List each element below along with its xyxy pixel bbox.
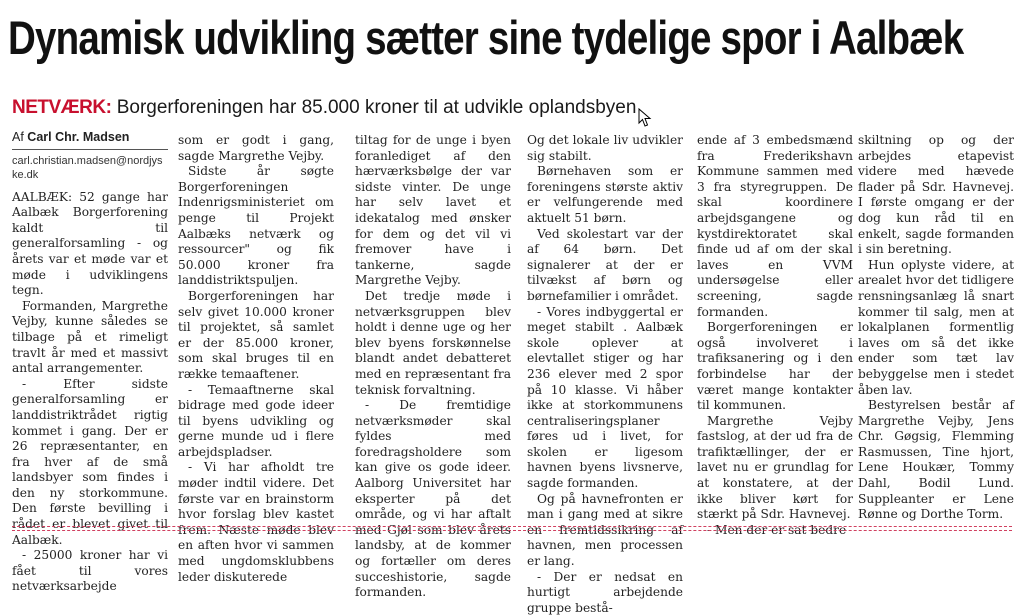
paragraph: Sidste år søgte Borgerforeningen Indenrigsministeriet om penge til Projekt Aalbæks netværk og ressourcer" og fik 50.000 kroner fra landdistriktspuljen.	[178, 164, 334, 288]
paragraph: ende af 3 embedsmænd fra Frederikshavn Kommune sammen med 3 fra styregruppen. De skal koordinere arbejdsgangene og kystdirektoratet skal finde ud af om der skal laves en VVM undersøgelse eller screening, sagde formanden.	[697, 133, 853, 319]
author-name: Carl Chr. Madsen	[27, 130, 130, 144]
article-column-5	[697, 133, 853, 537]
paragraph: tiltag for de unge i byen foranlediget af den hærværksbølge der var sidste vinter. De unge har selv lavet et idekatalog med ønsker for dem og det vil vi fremover have i tankerne, sagde Margrethe Vejby.	[355, 133, 511, 288]
paragraph: Hun oplyste videre, at arealet hvor det tidligere rensningsanlæg lå snart kommer til salg, men at lokalplanen formentlig laves om så det ikke ender som tæt lav bebyggelse men i stedet åben lav.	[858, 257, 1014, 397]
paragraph: Ved skolestart var der af 64 børn. Det signalerer at der er tilvækst af børn og børnefamilier i området.	[527, 226, 683, 303]
paragraph: Og det lokale liv udvikler sig stabilt.	[527, 133, 683, 163]
subheadline	[12, 96, 652, 120]
paragraph: Og på havnefronten er man i gang med at sikre en fremtidssikring af havnen, men processen er lang.	[527, 491, 683, 569]
paragraph: Formanden, Margrethe Vejby, kunne således se tilbage på et rimeligt travlt år med et massivt antal arrangementer.	[12, 298, 168, 376]
paragraph: Det tredje møde i netværksgruppen blev holdt i denne uge og her blev byens forskønnelse blandt andet debatteret med en repræsentant fra teknisk forvaltning.	[355, 288, 511, 397]
article-column-1	[12, 128, 168, 594]
paragraph: Borgerforeningen har selv givet 10.000 kroner til projektet, så samlet er der 85.000 kroner, som skal bruges til en række temaaftener.	[178, 288, 334, 381]
article-column-6	[858, 133, 1014, 525]
paragraph: - Vi har afholdt tre møder indtil videre. Det første var en brainstorm hvor forslag blev kastet frem. Næste møde blev en aften hvor vi sammen med ungdomsklubbens leder diskuterede	[178, 460, 334, 584]
paragraph: - Vores indbyggertal er meget stabilt . Aalbæk skole oplever at elevtallet stiger og har 236 elever med 2 spor på 10 klasse. Vi håber ikke at storkommunens centraliseringsplaner føres ud i livet, for skolen er ligesom havnen byens livsnerve, sagde formanden.	[527, 304, 683, 491]
paragraph: - Temaaftnerne skal bidrage med gode ideer til byens udvikling og gerne munde ud i flere arbejdspladser.	[178, 382, 334, 459]
headline: Dynamisk udvikling sætter sine tydelige spor i Aalbæk	[8, 11, 964, 64]
mouse-pointer-icon	[638, 108, 652, 128]
paragraph: som er godt i gang, sagde Margrethe Vejby.	[178, 133, 334, 163]
article-column-3	[355, 133, 511, 600]
author-email[interactable]: carl.christian.madsen@nordjyske.dk	[12, 154, 163, 181]
paragraph: Bestyrelsen består af Margrethe Vejby, Jens Chr. Gøgsig, Flemming Rasmussen, Tine hjort, Lene Houkær, Tommy Dahl, Bodil Lund. Suppleanter er Lene Rønne og Dorthe Torm.	[858, 398, 1014, 522]
paragraph: - 25000 kroner har vi fået til vores netværksarbejde	[12, 548, 168, 594]
subheadline-text: Borgerforeningen har 85.000 kroner til at udvikle oplandsbyen	[111, 97, 637, 118]
paragraph: - Men der er sat bedre	[707, 522, 847, 537]
bottom-dashed-rule	[12, 530, 1012, 531]
article-column-4	[527, 133, 683, 615]
paragraph: skiltning op og der arbejdes etapevist videre med hævede flader på Sdr. Havnevej. I første omgang er der dog kun råd til en enkelt, sagde formanden i sin beretning.	[858, 133, 1014, 257]
paragraph: Borgerforeningen er også involveret i trafiksanering og i den forbindelse har der været mange kontakter til kommunen.	[697, 320, 853, 413]
byline-prefix: Af	[12, 130, 28, 144]
article-column-2	[178, 133, 334, 584]
paragraph: AALBÆK: 52 gange har Aalbæk Borgerforening kaldt til generalforsamling - og årets var et møde var et møde i udviklingens tegn.	[12, 189, 168, 298]
kicker: NETVÆRK:	[12, 97, 112, 118]
byline	[12, 128, 168, 150]
paragraph: - Der er nedsat en hurtigt arbejdende gruppe bestå-	[527, 569, 683, 615]
paragraph: Børnehaven som er foreningens største aktiv er velfungerende med aktuelt 51 børn.	[527, 164, 683, 225]
paragraph: Margrethe Vejby fastslog, at der ud fra de trafiktællinger, der er lavet nu er grundlag for at konstatere, at der ikke bliver kørt for stærkt på Sdr. Havnevej.	[697, 413, 853, 522]
paragraph: - De fremtidige netværksmøder skal fyldes med foredragsholdere som kan give os gode ideer. Aalborg Universitet har eksperter på det område, og vi har aftalt med Gjøl som blev årets landsby, at de kommer og fortæller om deres succeshistorie, sagde formanden.	[355, 398, 511, 600]
paragraph: - Efter sidste generalforsamling er landdistriktrådet rigtig kommet i gang. Der er 26 repræsentanter, en fra hver af de små landsbyer som findes i den ny storkommune. Den første bevilling i rådet er blevet givet til Aalbæk.	[12, 376, 168, 547]
bottom-dashed-rule	[12, 526, 1012, 527]
